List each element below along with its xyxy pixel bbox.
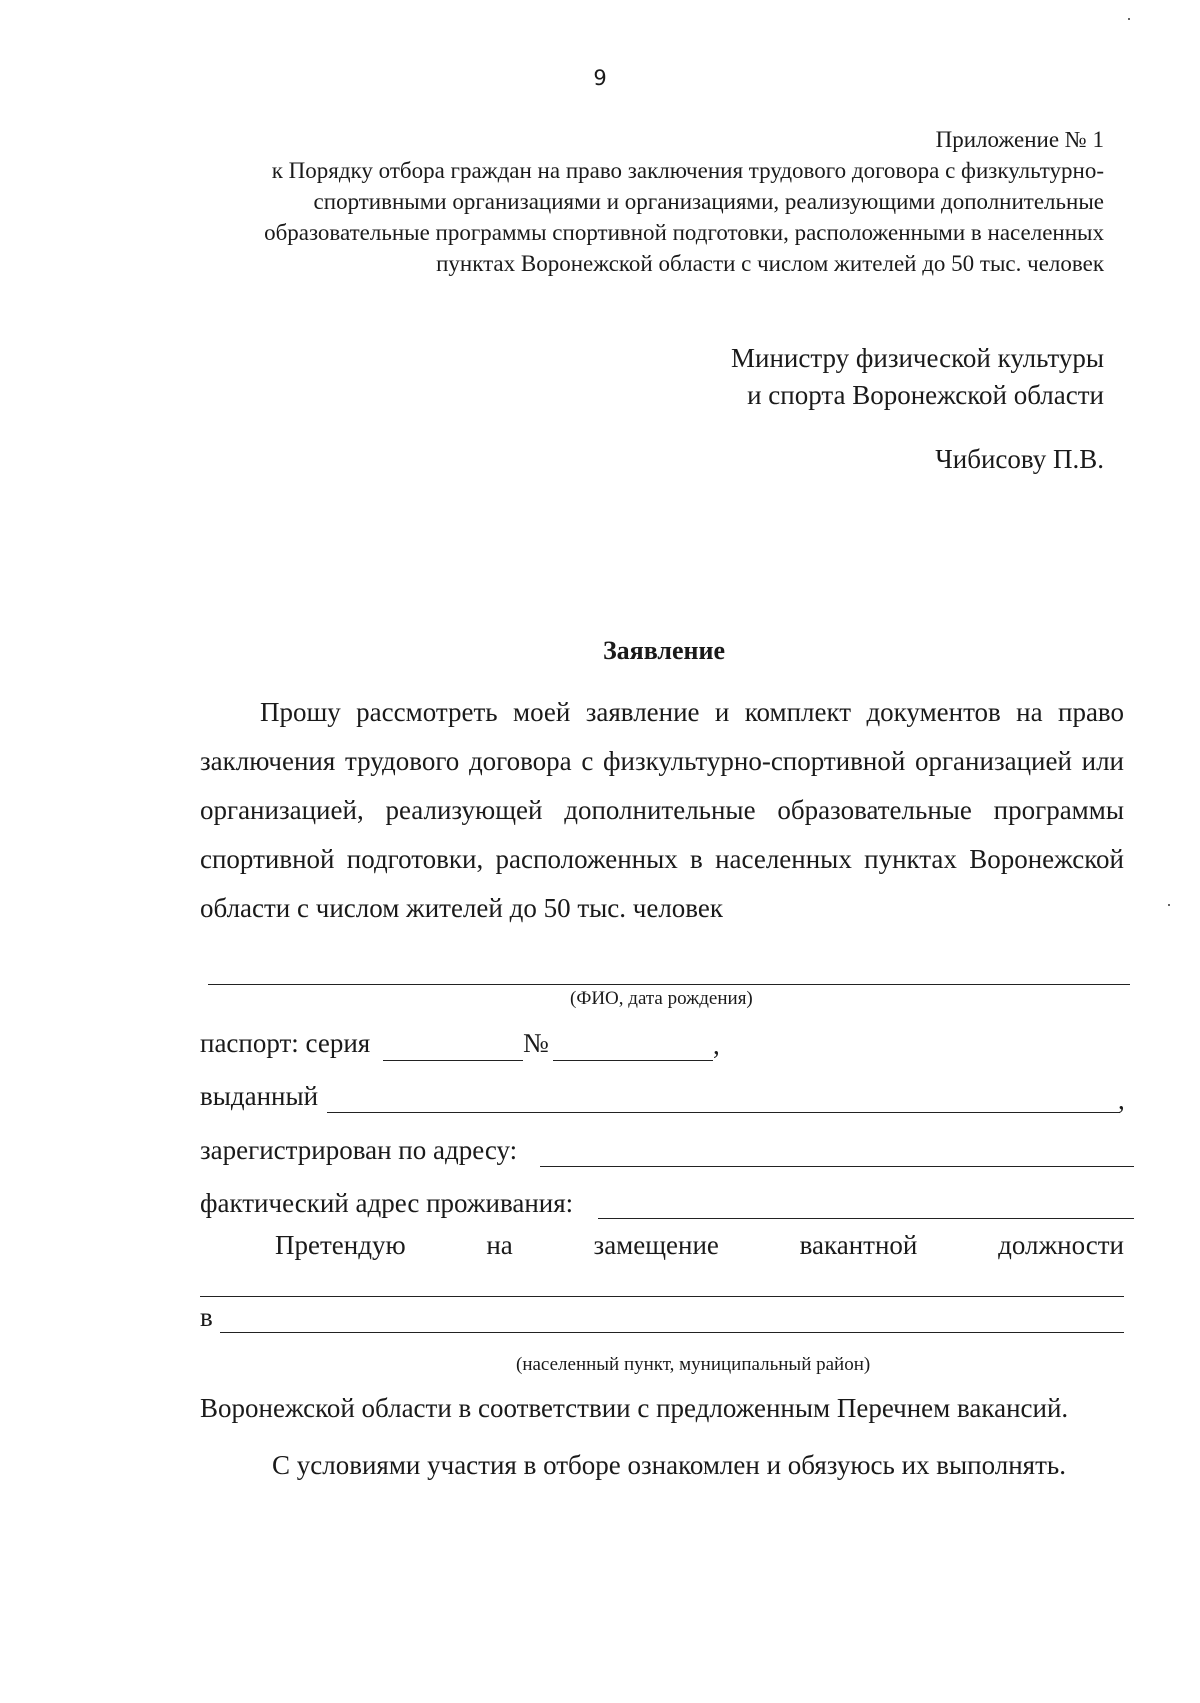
issued-label: выданный bbox=[200, 1081, 319, 1111]
scan-speck bbox=[1128, 18, 1130, 20]
issued-comma: , bbox=[1118, 1085, 1125, 1115]
appendix-line: спортивными организациями и организациями, реализующими дополнительные bbox=[313, 189, 1104, 214]
addressee-position-line-1: Министру физической культуры bbox=[731, 343, 1104, 373]
appendix-line: к Порядку отбора граждан на право заключения трудового договора с физкультурно- bbox=[271, 158, 1104, 183]
registered-address-field[interactable] bbox=[540, 1166, 1134, 1167]
appendix-heading: Приложение № 1 bbox=[935, 127, 1104, 152]
position-field[interactable] bbox=[200, 1296, 1124, 1297]
claim-word: замещение bbox=[593, 1230, 719, 1260]
passport-number-field[interactable] bbox=[553, 1060, 713, 1061]
application-body-text: Прошу рассмотреть моей заявление и комплект документов на право заключения трудового договора с физкультурно-спортивной организацией или организацией, реализующей дополнительные образовательные программы спортивной подготовки, расположенных в населенных пунктах Воронежской области с числом жителей до 50 тыс. человек bbox=[200, 697, 1124, 923]
passport-series-label: паспорт: серия bbox=[200, 1028, 371, 1058]
addressee-name: Чибисову П.В. bbox=[935, 444, 1104, 474]
locality-prefix-label: в bbox=[200, 1302, 213, 1332]
scan-speck bbox=[1168, 904, 1170, 906]
issued-field[interactable] bbox=[327, 1112, 1120, 1113]
passport-number-label: № bbox=[523, 1028, 549, 1058]
claim-word: вакантной bbox=[799, 1230, 918, 1260]
claim-word: Претендую bbox=[275, 1230, 406, 1260]
addressee-block bbox=[504, 340, 1104, 478]
registered-address-label: зарегистрирован по адресу: bbox=[200, 1135, 518, 1165]
appendix-block bbox=[124, 124, 1104, 279]
locality-field[interactable] bbox=[220, 1332, 1124, 1333]
passport-comma: , bbox=[713, 1030, 720, 1060]
closing-line-1: Воронежской области в соответствии с предложенным Перечнем вакансий. bbox=[200, 1393, 1069, 1423]
appendix-line: пунктах Воронежской области с числом жителей до 50 тыс. человек bbox=[436, 251, 1104, 276]
appendix-line: образовательные программы спортивной подготовки, расположенными в населенных bbox=[264, 220, 1104, 245]
passport-series-field[interactable] bbox=[383, 1060, 523, 1061]
page-number: 9 bbox=[593, 66, 607, 90]
document-title: Заявление bbox=[602, 636, 726, 665]
locality-caption: (населенный пункт, муниципальный район) bbox=[516, 1354, 871, 1375]
actual-address-label: фактический адрес проживания: bbox=[200, 1188, 574, 1218]
fio-field-line[interactable] bbox=[208, 984, 1130, 985]
closing-line-2: С условиями участия в отборе ознакомлен и обязуюсь их выполнять. bbox=[272, 1450, 1066, 1480]
addressee-position-line-2: и спорта Воронежской области bbox=[747, 380, 1104, 410]
claim-word: должности bbox=[998, 1230, 1124, 1260]
actual-address-field[interactable] bbox=[598, 1218, 1134, 1219]
vacancy-claim-line bbox=[275, 1230, 1124, 1261]
fio-caption: (ФИО, дата рождения) bbox=[570, 988, 753, 1009]
claim-word: на bbox=[486, 1230, 513, 1260]
